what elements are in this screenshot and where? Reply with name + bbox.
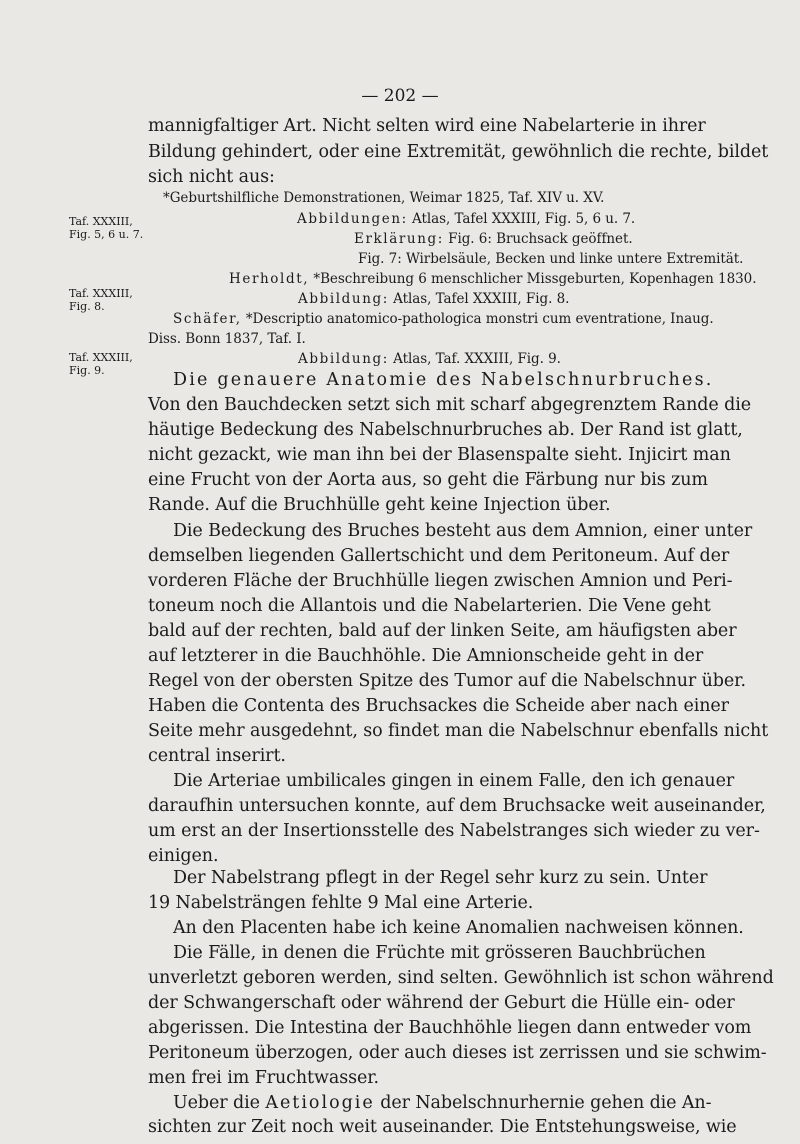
text-line: unverletzt geboren werden, sind selten. Gewöhnlich ist schon während [148,968,774,988]
page-number: — 202 — [361,86,439,106]
text-line [173,1093,757,1113]
text-line: eine Frucht von der Aorta aus, so geht die Färbung nur bis zum [148,470,708,490]
reference-label: Abbildung: [298,291,389,307]
text-line: daraufhin untersuchen konnte, auf dem Bruchsacke weit auseinander, [148,796,766,816]
reference-line: Fig. 7: Wirbelsäule, Becken und linke untere Extremität. [358,251,744,267]
text-line: central inserirt. [148,746,286,766]
reference-line [297,211,635,227]
margin-note [69,352,133,377]
reference-text: Atlas, Taf. XXXIII, Fig. 9. [388,351,561,367]
text-line: Rande. Auf die Bruchhülle geht keine Injection über. [148,495,611,515]
text-line: mannigfaltiger Art. Nicht selten wird eine Nabelarterie in ihrer [148,116,706,136]
text-line: einigen. [148,846,219,866]
text-line: der Schwangerschaft oder während der Geburt die Hülle ein- oder [148,993,735,1013]
text-line: Die Arteriae umbilicales gingen in einem Falle, den ich genauer [173,771,735,791]
reference-label: Erklärung: [354,231,444,247]
reference-author: Schäfer, [173,311,242,327]
text-line: häutige Bedeckung des Nabelschnurbruches ab. Der Rand ist glatt, [148,420,743,440]
text-line: abgerissen. Die Intestina der Bauchhöhle liegen dann entweder vom [148,1018,752,1038]
text-fragment: der Nabelschnurhernie gehen die An- [374,1093,712,1113]
reference-line: Diss. Bonn 1837, Taf. I. [148,331,306,347]
text-line: nicht gezackt, wie man ihn bei der Blasenspalte sieht. Injicirt man [148,445,731,465]
emphasized-term: Aetiologie [265,1093,375,1113]
reference-line: *Geburtshilfliche Demonstrationen, Weimar 1825, Taf. XIV u. XV. [163,190,605,206]
margin-note [69,216,143,241]
margin-note-line: Taf. XXXIII, [69,287,133,300]
section-heading: Die genauere Anatomie des Nabelschnurbruches. [173,370,714,390]
reference-text: Fig. 6: Bruchsack geöffnet. [443,231,633,247]
text-line: An den Placenten habe ich keine Anomalien nachweisen können. [173,918,744,938]
text-line: toneum noch die Allantois und die Nabelarterien. Die Vene geht [148,596,711,616]
text-line: Haben die Contenta des Bruchsackes die Scheide aber nach einer [148,696,729,716]
text-line: 19 Nabelsträngen fehlte 9 Mal eine Arterie. [148,893,534,913]
text-line: Seite mehr ausgedehnt, so findet man die Nabelschnur ebenfalls nicht [148,721,769,741]
margin-note-line: Fig. 9. [69,363,105,377]
reference-line [298,351,561,367]
margin-note-line: Fig. 5, 6 u. 7. [69,227,144,241]
reference-line [354,231,633,247]
reference-label: Abbildung: [298,351,389,367]
text-line: Bildung gehindert, oder eine Extremität, gewöhnlich die rechte, bildet [148,142,769,162]
text-line: Die Bedeckung des Bruches besteht aus dem Amnion, einer unter [173,521,753,541]
reference-text: *Beschreibung 6 menschlicher Missgeburten, Kopenhagen 1830. [309,271,757,287]
reference-author: Herholdt, [229,271,310,287]
reference-text: *Descriptio anatomico-pathologica monstri cum eventratione, Inaug. [241,311,714,327]
text-line: Die Fälle, in denen die Früchte mit grösseren Bauchbrüchen [173,943,706,963]
reference-line [229,271,756,287]
reference-label: Abbildungen: [297,211,408,227]
reference-text: Atlas, Tafel XXXIII, Fig. 8. [388,291,570,307]
text-fragment: Ueber die [173,1093,266,1113]
text-line: um erst an der Insertionsstelle des Nabelstranges sich wieder zu ver- [148,821,760,841]
text-line: sichten zur Zeit noch weit auseinander. Die Entstehungsweise, wie [148,1117,737,1137]
text-line: vorderen Fläche der Bruchhülle liegen zwischen Amnion und Peri- [148,571,733,591]
text-line: auf letzterer in die Bauchhöhle. Die Amnionscheide geht in der [148,646,704,666]
text-line: Peritoneum überzogen, oder auch dieses ist zerrissen und sie schwim- [148,1043,767,1063]
text-line: Der Nabelstrang pflegt in der Regel sehr kurz zu sein. Unter [173,868,708,888]
text-line: Regel von der obersten Spitze des Tumor auf die Nabelschnur über. [148,671,746,691]
margin-note [69,288,133,313]
margin-note-line: Fig. 8. [69,299,105,313]
text-line: sich nicht aus: [148,167,275,187]
text-line: Von den Bauchdecken setzt sich mit scharf abgegrenztem Rande die [148,395,751,415]
text-line: bald auf der rechten, bald auf der linken Seite, am häufigsten aber [148,621,737,641]
reference-line [298,291,569,307]
margin-note-line: Taf. XXXIII, [69,215,133,228]
reference-line [173,311,714,327]
margin-note-line: Taf. XXXIII, [69,351,133,364]
reference-text: Atlas, Tafel XXXIII, Fig. 5, 6 u. 7. [407,211,636,227]
text-line: demselben liegenden Gallertschicht und dem Peritoneum. Auf der [148,546,730,566]
text-line: men frei im Fruchtwasser. [148,1068,380,1088]
